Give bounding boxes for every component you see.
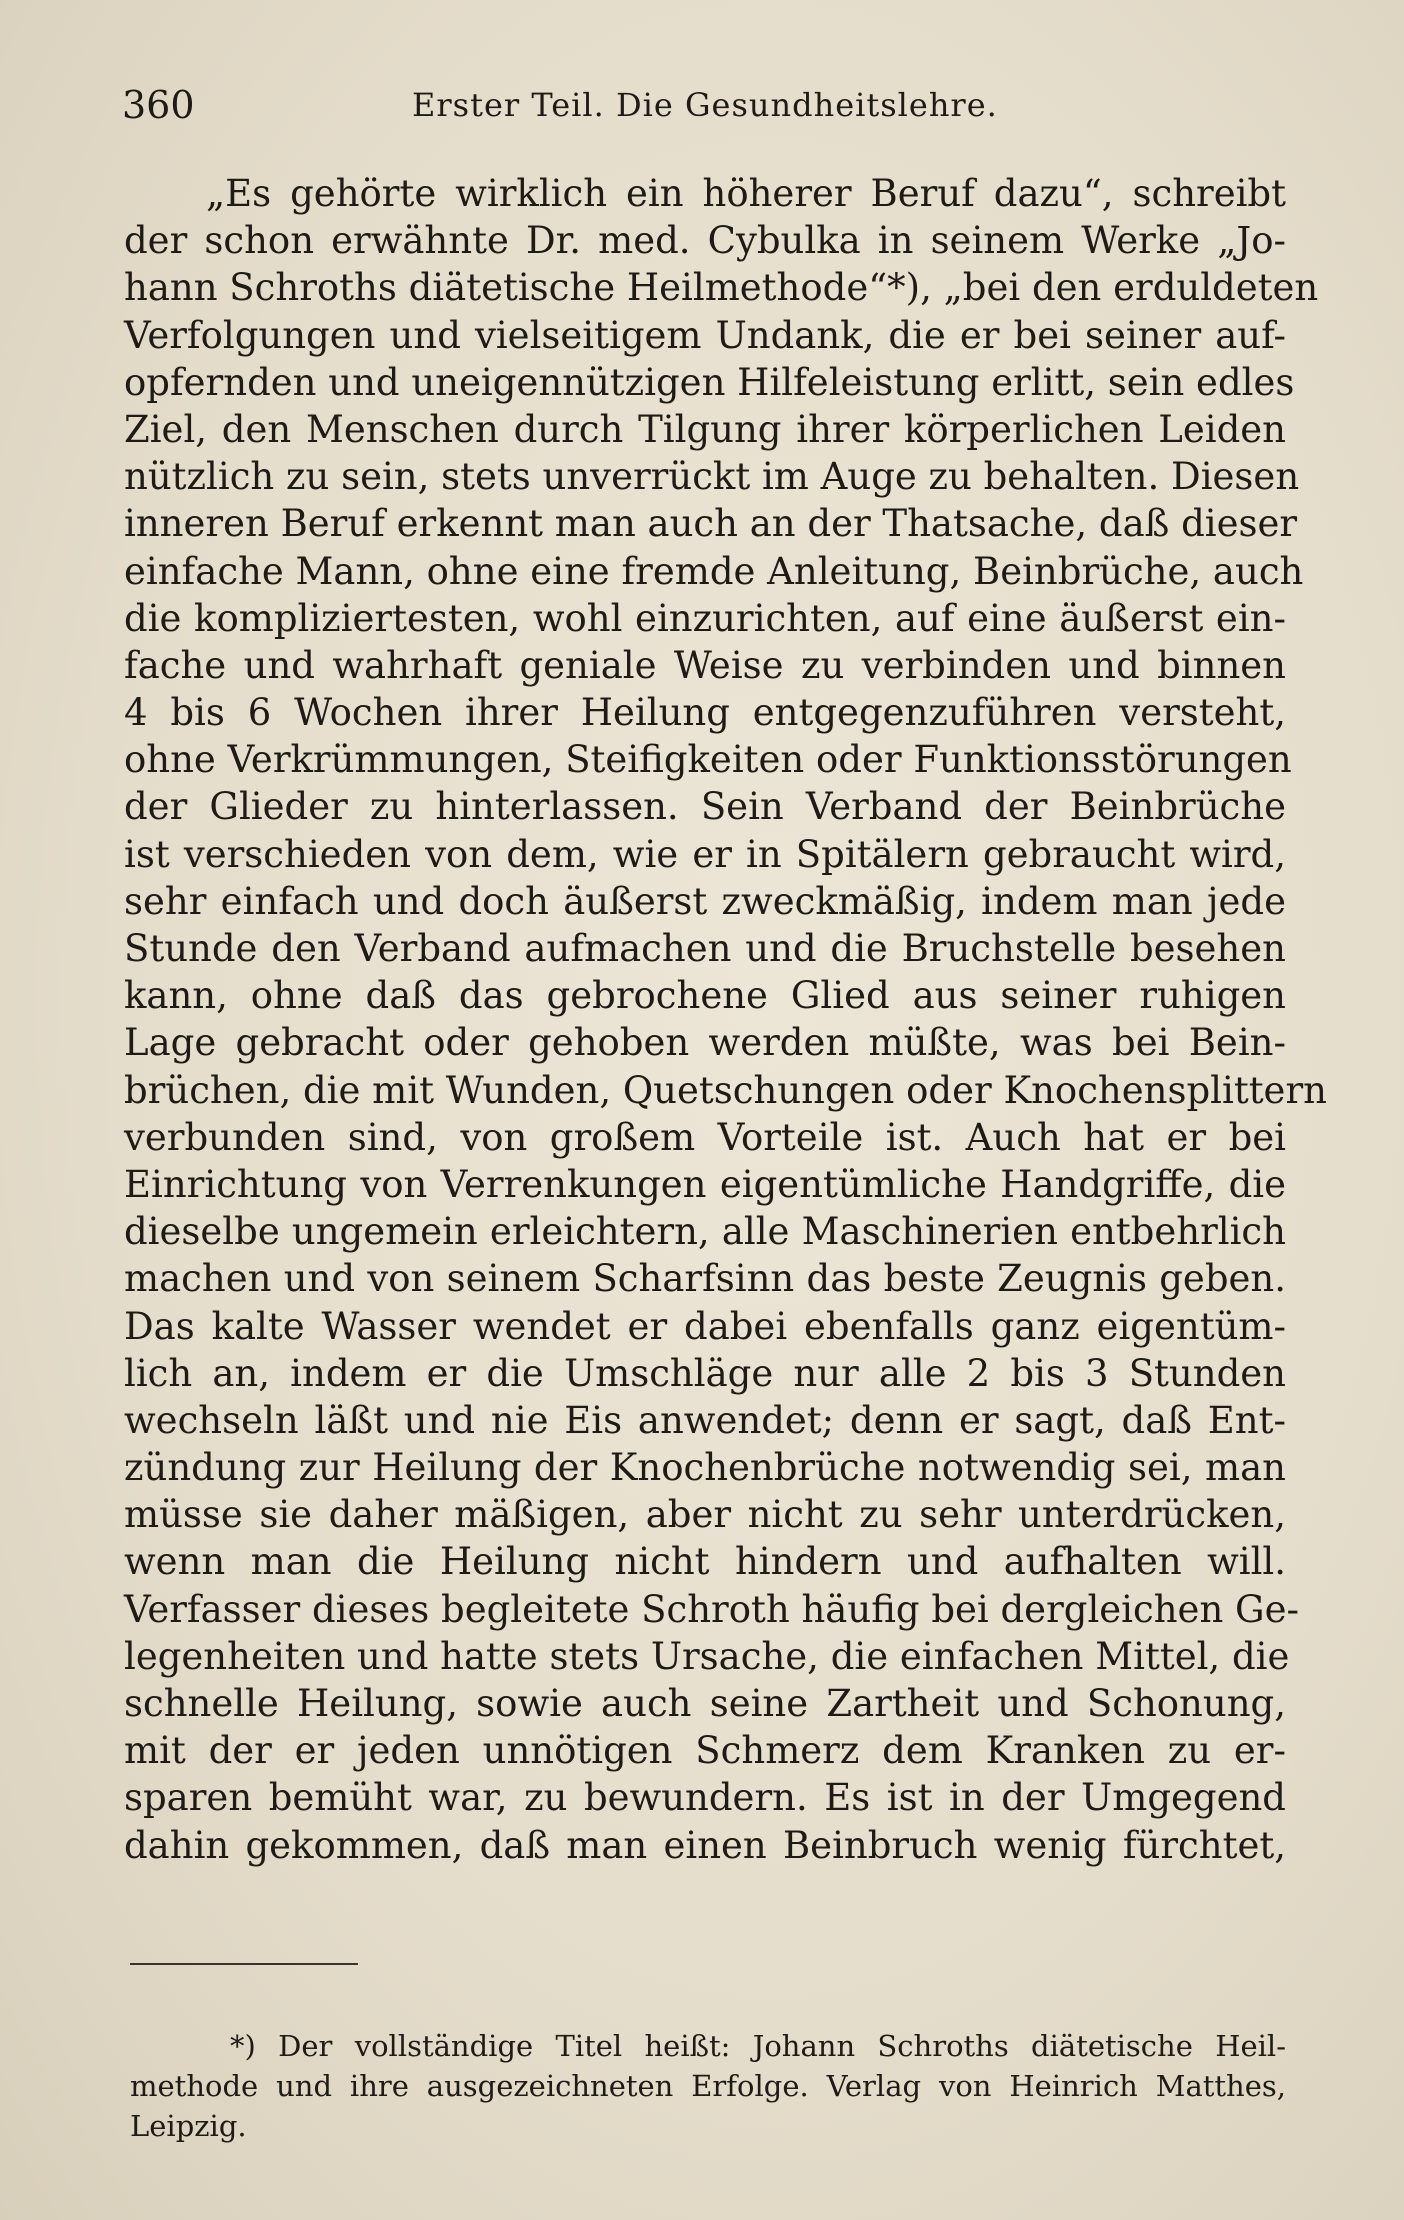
text-line: opfernden und uneigennützigen Hilfeleistung erlitt, sein edles	[124, 360, 1295, 404]
footnote-line: *) Der vollständige Titel heißt: Johann Schroths diätetische Heil-	[230, 2029, 1286, 2063]
footnote-divider	[130, 1963, 358, 1965]
text-line: verbunden sind, von großem Vorteile ist. Auch hat er bei	[124, 1115, 1286, 1159]
text-line: einfache Mann, ohne eine fremde Anleitung, Beinbrüche, auch	[124, 549, 1304, 593]
text-line: der Glieder zu hinterlassen. Sein Verband der Beinbrüche	[124, 785, 1286, 829]
text-line: der schon erwähnte Dr. med. Cybulka in seinem Werke „Jo-	[124, 219, 1286, 263]
text-line: ohne Verkrümmungen, Steifigkeiten oder Funktionsstörungen	[124, 738, 1292, 782]
text-line: Das kalte Wasser wendet er dabei ebenfalls ganz eigentüm-	[124, 1304, 1286, 1348]
footnote	[130, 2026, 1286, 2146]
body-text	[124, 170, 1327, 1869]
text-line: legenheiten und hatte stets Ursache, die einfachen Mittel, die	[124, 1634, 1290, 1678]
text-line: sehr einfach und doch äußerst zweckmäßig, indem man jede	[124, 879, 1286, 923]
text-line: lich an, indem er die Umschläge nur alle 2 bis 3 Stunden	[124, 1351, 1286, 1395]
text-line: Verfasser dieses begleitete Schroth häufig bei dergleichen Ge-	[124, 1587, 1300, 1631]
text-line: sparen bemüht war, zu bewundern. Es ist in der Umgegend	[124, 1776, 1286, 1820]
text-line: mit der er jeden unnötigen Schmerz dem Kranken zu er-	[124, 1729, 1286, 1773]
text-line: Lage gebracht oder gehoben werden müßte, was bei Bein-	[124, 1021, 1286, 1065]
text-line: machen und von seinem Scharfsinn das beste Zeugnis geben.	[124, 1257, 1286, 1301]
text-line: zündung zur Heilung der Knochenbrüche notwendig sei, man	[124, 1446, 1286, 1490]
text-line: schnelle Heilung, sowie auch seine Zartheit und Schonung,	[124, 1682, 1286, 1725]
text-line: Verfolgungen und vielseitigem Undank, die er bei seiner auf-	[124, 313, 1286, 357]
text-line: dieselbe ungemein erleichtern, alle Maschinerien entbehrlich	[124, 1210, 1286, 1254]
text-line: 4 bis 6 Wochen ihrer Heilung entgegenzuführen versteht,	[124, 691, 1286, 735]
text-line: dahin gekommen, daß man einen Beinbruch wenig fürchtet,	[124, 1823, 1286, 1867]
text-line: ist verschieden von dem, wie er in Spitälern gebraucht wird,	[124, 832, 1286, 876]
text-line: kann, ohne daß das gebrochene Glied aus seiner ruhigen	[124, 974, 1286, 1018]
text-line: Ziel, den Menschen durch Tilgung ihrer körperlichen Leiden	[124, 407, 1286, 451]
text-line: hann Schroths diätetische Heilmethode“*), „bei den erduldeten	[124, 266, 1319, 310]
text-line: müsse sie daher mäßigen, aber nicht zu sehr unterdrücken,	[124, 1493, 1286, 1537]
text-line: brüchen, die mit Wunden, Quetschungen oder Knochensplittern	[124, 1068, 1327, 1112]
text-line: Einrichtung von Verrenkungen eigentümliche Handgriffe, die	[124, 1162, 1286, 1206]
page-number: 360	[122, 83, 195, 127]
page-header	[122, 80, 1286, 130]
text-line: nützlich zu sein, stets unverrückt im Auge zu behalten. Diesen	[124, 455, 1300, 499]
footnote-line: Leipzig.	[130, 2109, 247, 2143]
text-line: wechseln läßt und nie Eis anwendet; denn er sagt, daß Ent-	[124, 1398, 1286, 1442]
text-line: die kompliziertesten, wohl einzurichten, auf eine äußerst ein-	[124, 596, 1286, 640]
text-line: „Es gehörte wirklich ein höherer Beruf dazu“, schreibt	[206, 172, 1286, 215]
text-line: fache und wahrhaft geniale Weise zu verbinden und binnen	[124, 643, 1286, 687]
footnote-line: methode und ihre ausgezeichneten Erfolge. Verlag von Heinrich Matthes,	[130, 2069, 1286, 2103]
text-line: inneren Beruf erkennt man auch an der Thatsache, daß dieser	[124, 502, 1298, 546]
text-line: Stunde den Verband aufmachen und die Bruchstelle besehen	[124, 927, 1286, 970]
running-head: Erster Teil. Die Gesundheitslehre.	[412, 86, 998, 124]
text-line: wenn man die Heilung nicht hindern und aufhalten will.	[124, 1540, 1286, 1584]
